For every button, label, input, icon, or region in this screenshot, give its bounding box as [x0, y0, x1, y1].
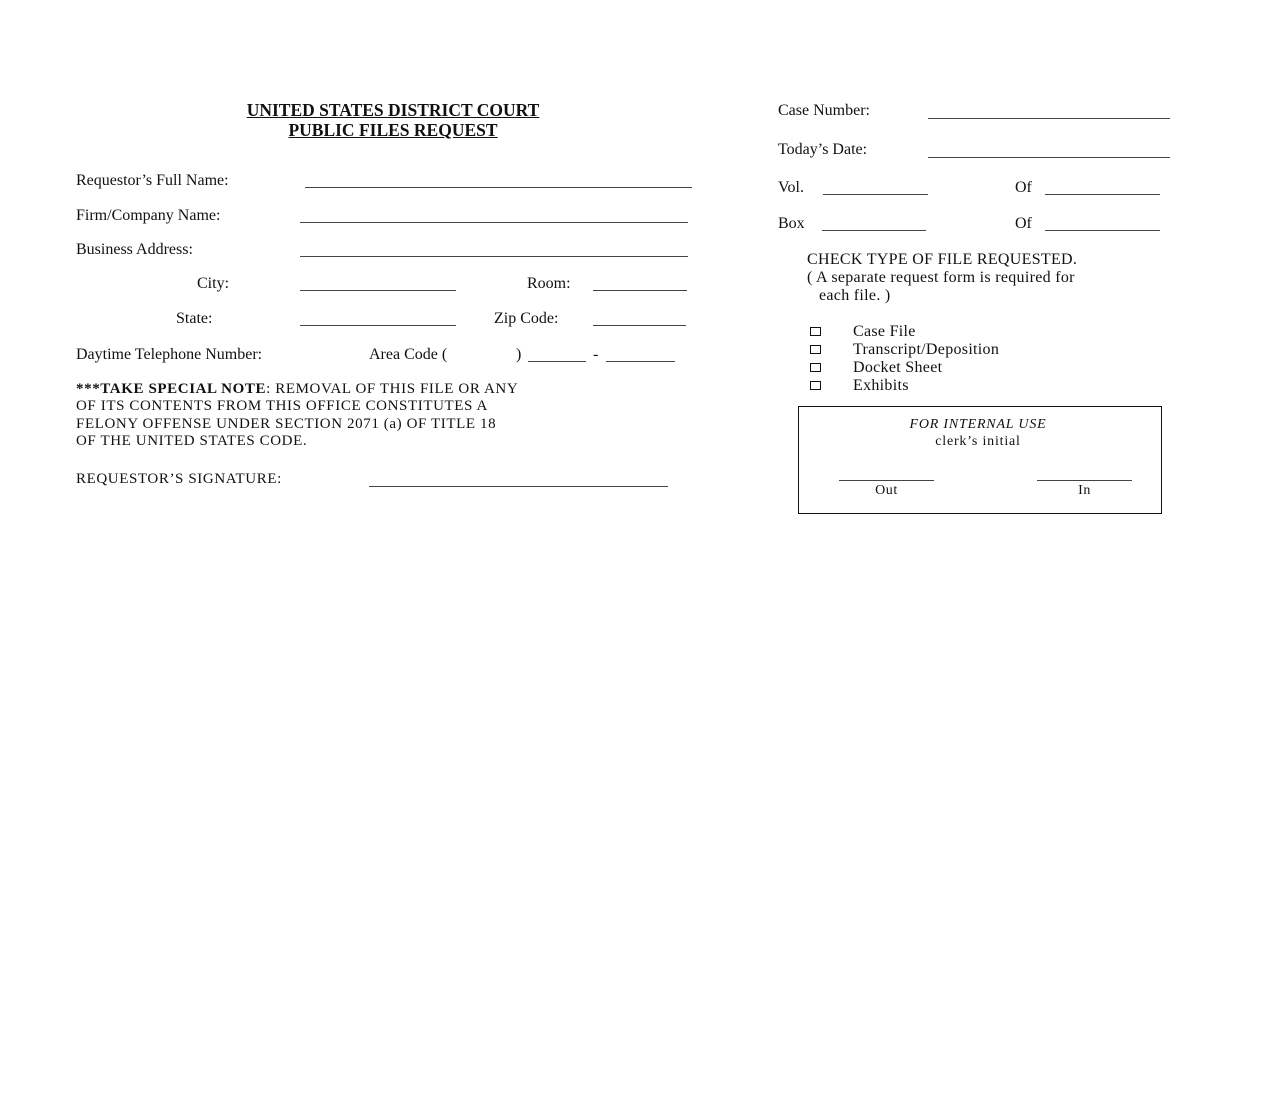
- form-title: UNITED STATES DISTRICT COURT: [246, 100, 540, 120]
- in-initial-field[interactable]: [1037, 480, 1132, 481]
- zip-label: Zip Code:: [494, 310, 559, 327]
- phone-prefix-field[interactable]: [528, 361, 586, 362]
- option-docket-sheet: Docket Sheet: [853, 359, 943, 376]
- address-label: Business Address:: [76, 241, 193, 258]
- in-label: In: [1078, 483, 1091, 498]
- clerk-initial-label: clerk’s initial: [935, 434, 1021, 449]
- option-case-file: Case File: [853, 323, 916, 340]
- vol-of-label: Of: [1015, 179, 1032, 196]
- special-note-line1: [76, 380, 518, 398]
- special-note-line2: OF ITS CONTENTS FROM THIS OFFICE CONSTITUTES A: [76, 398, 488, 414]
- special-note-heading: ***TAKE SPECIAL NOTE: [76, 381, 267, 397]
- vol-label: Vol.: [778, 179, 804, 196]
- full-name-field[interactable]: [305, 187, 692, 188]
- box-of-field[interactable]: [1045, 230, 1160, 231]
- special-note-line3: FELONY OFFENSE UNDER SECTION 2071 (a) OF TITLE 18: [76, 416, 497, 432]
- box-field[interactable]: [822, 230, 926, 231]
- option-transcript: Transcript/Deposition: [853, 341, 1000, 358]
- internal-use-title: FOR INTERNAL USE: [909, 417, 1047, 432]
- phone-label: Daytime Telephone Number:: [76, 346, 263, 363]
- city-label: City:: [197, 275, 230, 292]
- todays-date-label: Today’s Date:: [778, 141, 868, 158]
- signature-label: REQUESTOR’S SIGNATURE:: [76, 471, 282, 487]
- checkbox-transcript[interactable]: [810, 345, 821, 354]
- file-type-note: ( A separate request form is required for: [807, 269, 1075, 286]
- room-label: Room:: [527, 275, 571, 292]
- file-type-heading: CHECK TYPE OF FILE REQUESTED.: [807, 251, 1078, 268]
- area-code-label: Area Code (: [369, 346, 448, 363]
- address-field[interactable]: [300, 256, 688, 257]
- vol-field[interactable]: [823, 194, 928, 195]
- phone-line-field[interactable]: [606, 361, 675, 362]
- phone-dash: -: [593, 346, 599, 363]
- firm-field[interactable]: [300, 222, 688, 223]
- checkbox-docket-sheet[interactable]: [810, 363, 821, 372]
- city-field[interactable]: [300, 290, 456, 291]
- room-field[interactable]: [593, 290, 687, 291]
- checkbox-exhibits[interactable]: [810, 381, 821, 390]
- zip-field[interactable]: [593, 325, 686, 326]
- case-number-field[interactable]: [928, 118, 1170, 119]
- special-note-line4: OF THE UNITED STATES CODE.: [76, 433, 308, 449]
- box-of-label: Of: [1015, 215, 1032, 232]
- internal-use-box: [798, 406, 1162, 514]
- special-note-text: : REMOVAL OF THIS FILE OR ANY: [266, 381, 519, 397]
- full-name-label: Requestor’s Full Name:: [76, 172, 229, 189]
- form-subtitle: PUBLIC FILES REQUEST: [288, 120, 498, 140]
- out-label: Out: [875, 483, 898, 498]
- state-field[interactable]: [300, 325, 456, 326]
- state-label: State:: [176, 310, 213, 327]
- box-label: Box: [778, 215, 805, 232]
- case-number-label: Case Number:: [778, 102, 870, 119]
- file-type-note-cont: each file. ): [819, 287, 891, 304]
- out-initial-field[interactable]: [839, 480, 934, 481]
- todays-date-field[interactable]: [928, 157, 1170, 158]
- option-exhibits: Exhibits: [853, 377, 909, 394]
- signature-field[interactable]: [369, 486, 668, 487]
- firm-label: Firm/Company Name:: [76, 207, 221, 224]
- vol-of-field[interactable]: [1045, 194, 1160, 195]
- area-code-close: ): [516, 346, 522, 363]
- checkbox-case-file[interactable]: [810, 327, 821, 336]
